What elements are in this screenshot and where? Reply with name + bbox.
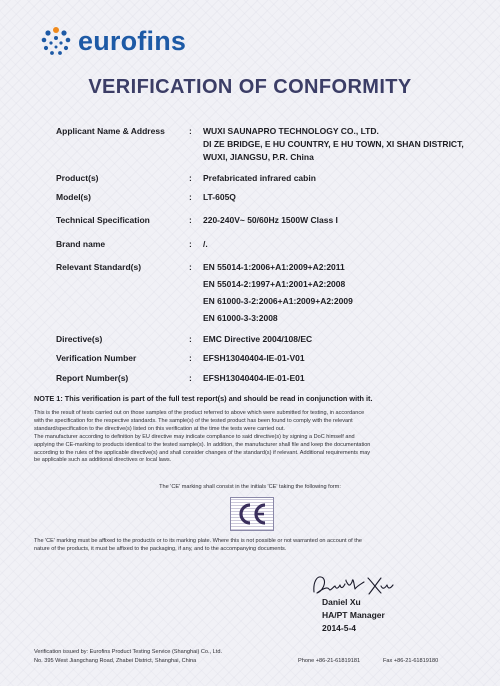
- technical-value: 220-240V~ 50/60Hz 1500W Class I: [203, 215, 338, 225]
- eurofins-dots-logo-icon: [40, 26, 72, 58]
- handwritten-signature: [311, 572, 411, 598]
- paragraph-line: according to the rules of the applicable directive(s) and shall consider changes of the standard(s) if relevant. Additional requirements may: [34, 449, 371, 456]
- standards-colon: :: [189, 262, 192, 272]
- product-value: Prefabricated infrared cabin: [203, 173, 316, 183]
- applicant-line: DI ZE BRIDGE, E HU COUNTRY, E HU TOWN, XI SHAN DISTRICT,: [203, 139, 464, 149]
- footer-fax: Fax +86-21-61819180: [383, 658, 439, 664]
- logo-text: eurofins: [78, 26, 187, 56]
- standard-item: EN 61000-3-3:2008: [203, 313, 278, 323]
- paragraph-line: standard/specification to the directive(s) listed on this verification at the time the tests were carried out.: [34, 425, 285, 432]
- brand-colon: :: [189, 239, 192, 249]
- standards-value: [203, 261, 488, 324]
- applicant-line: WUXI SAUNAPRO TECHNOLOGY CO., LTD.: [203, 126, 379, 136]
- standard-item: EN 55014-2:1997+A1:2001+A2:2008: [203, 279, 346, 289]
- standard-item: EN 55014-1:2006+A1:2009+A2:2011: [203, 262, 345, 272]
- brand-value: /.: [203, 239, 208, 249]
- footer-contact: [34, 657, 474, 665]
- note-text: NOTE 1: This verification is part of the full test report(s) and should be read in conjunction with it.: [34, 394, 373, 403]
- paragraph-line: applying the CE-marking to products identical to the tested sample(s). In addition, the manufacturer shall file and keep the documentation: [34, 441, 371, 448]
- directive-label: Directive(s): [56, 334, 103, 344]
- report-label: Report Number(s): [56, 373, 129, 383]
- standard-item: EN 61000-3-2:2006+A1:2009+A2:2009: [203, 296, 353, 306]
- directive-colon: :: [189, 334, 192, 344]
- ce-marking-paragraph: [34, 538, 474, 554]
- paragraph-line: be applicable such as additional directives or local laws.: [34, 457, 172, 464]
- signer-position: HA/PT Manager: [322, 610, 385, 620]
- paragraph-line: The manufacturer according to definition by EU directive may indicate compliance to said directive(s) by signing a DoC himself and: [34, 433, 355, 440]
- directive-value: EMC Directive 2004/108/EC: [203, 334, 313, 344]
- technical-colon: :: [189, 215, 192, 225]
- applicant-colon: :: [189, 126, 192, 136]
- standards-label: Relevant Standard(s): [56, 262, 142, 272]
- footer-issued: Verification issued by: Eurofins Product Testing Service (Shanghai) Co., Ltd.: [34, 649, 223, 655]
- verification-colon: :: [189, 353, 192, 363]
- verification-label: Verification Number: [56, 353, 137, 363]
- ce-mark-image: [230, 497, 274, 531]
- eurofins-logo: [40, 24, 210, 60]
- technical-label: Technical Specification: [56, 215, 150, 225]
- verification-value: EFSH13040404-IE-01-V01: [203, 353, 305, 363]
- applicant-value: [203, 125, 488, 163]
- document-title: VERIFICATION OF CONFORMITY: [88, 76, 412, 98]
- model-value: LT-605Q: [203, 192, 236, 202]
- ce-mark-icon: [231, 498, 273, 530]
- footer-address: No. 395 West Jiangchang Road, Zhabei District, Shanghai, China: [34, 658, 197, 664]
- model-colon: :: [189, 192, 192, 202]
- applicant-label: Applicant Name & Address: [56, 126, 165, 136]
- product-label: Product(s): [56, 173, 99, 183]
- model-label: Model(s): [56, 192, 91, 202]
- paragraph-line: The 'CE' marking must be affixed to the product/s or to its marking plate. Where this is not possible or not warranted on account of the: [34, 538, 362, 544]
- report-colon: :: [189, 373, 192, 383]
- brand-label: Brand name: [56, 239, 106, 249]
- paragraph-line: with the specification for the respective standards. The sample(s) of the tested product has been found to comply with the relevant: [34, 417, 353, 424]
- product-colon: :: [189, 173, 192, 183]
- signer-name: Daniel Xu: [322, 597, 361, 607]
- compliance-paragraph: [34, 410, 474, 465]
- report-value: EFSH13040404-IE-01-E01: [203, 373, 305, 383]
- paragraph-line: This is the result of tests carried out on those samples of the product referred to above which were submitted for testing, in accordance: [34, 410, 365, 416]
- ce-caption: The 'CE' marking shall consist in the initials 'CE' taking the following form:: [159, 484, 341, 490]
- paragraph-line: nature of the products, it must be affixed to the packaging, if any, and to the accompanying documents.: [34, 545, 287, 552]
- applicant-line: WUXI, JIANGSU, P.R. China: [203, 152, 314, 162]
- signature-date: 2014-5-4: [322, 623, 357, 633]
- footer-phone: Phone +86-21-61819181: [298, 658, 361, 664]
